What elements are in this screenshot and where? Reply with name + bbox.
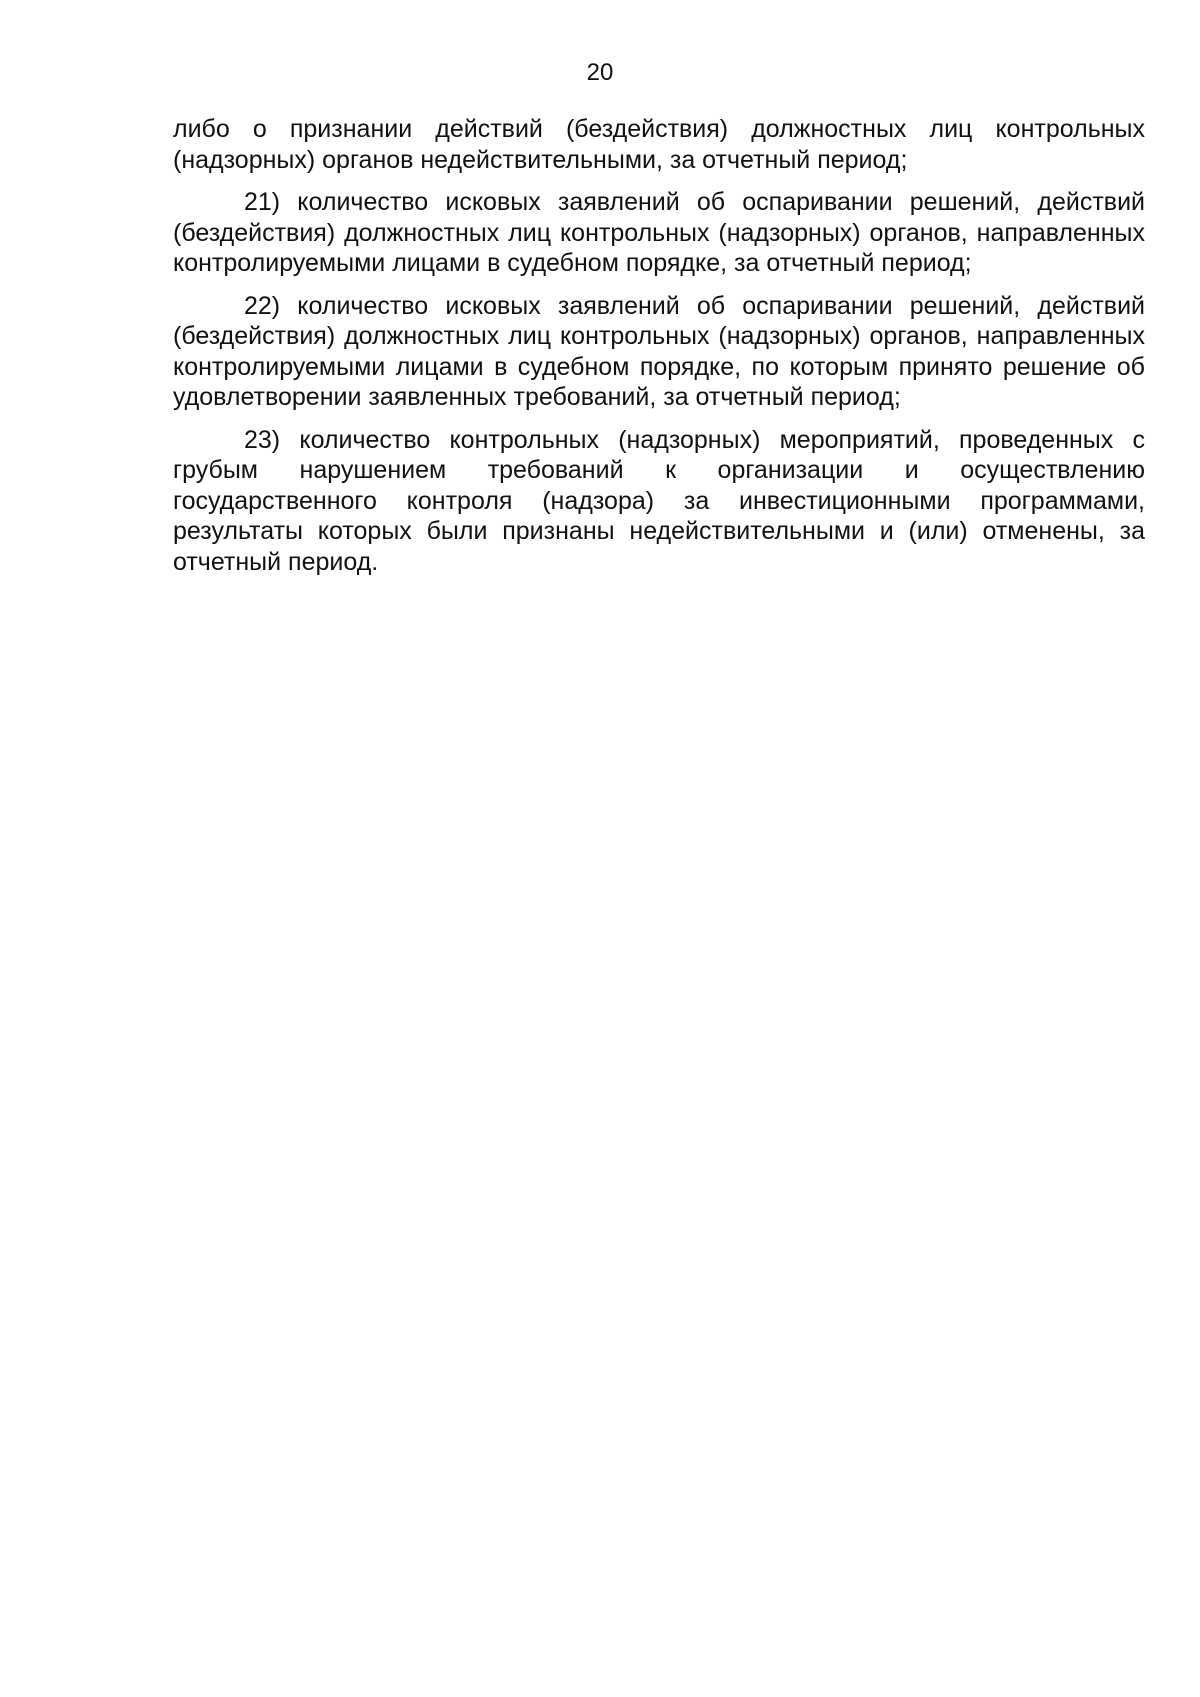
paragraph-item-22: 22) количество исковых заявлений об оспаривании решений, действий (бездействия) должностных лиц контрольных (надзорных) органов, направленных контролируемыми лицами в судебном порядке, по которым принято решение об удовлетворении заявленных требований, за отчетный период;	[173, 291, 1145, 411]
paragraph-item-21: 21) количество исковых заявлений об оспаривании решений, действий (бездействия) должностных лиц контрольных (надзорных) органов, направленных контролируемыми лицами в судебном порядке, за отчетный период;	[173, 188, 1145, 277]
paragraph-continuation: либо о признании действий (бездействия) должностных лиц контрольных (надзорных) органов недействительными, за отчетный период;	[173, 115, 1145, 174]
page-number: 20	[586, 59, 614, 86]
paragraph-item-23: 23) количество контрольных (надзорных) мероприятий, проведенных с грубым нарушением требований к организации и осуществлению государственного контроля (надзора) за инвестиционными программами, результаты которых были признаны недействительными и (или) отменены, за отчетный период.	[173, 425, 1145, 576]
document-body	[173, 114, 1145, 589]
